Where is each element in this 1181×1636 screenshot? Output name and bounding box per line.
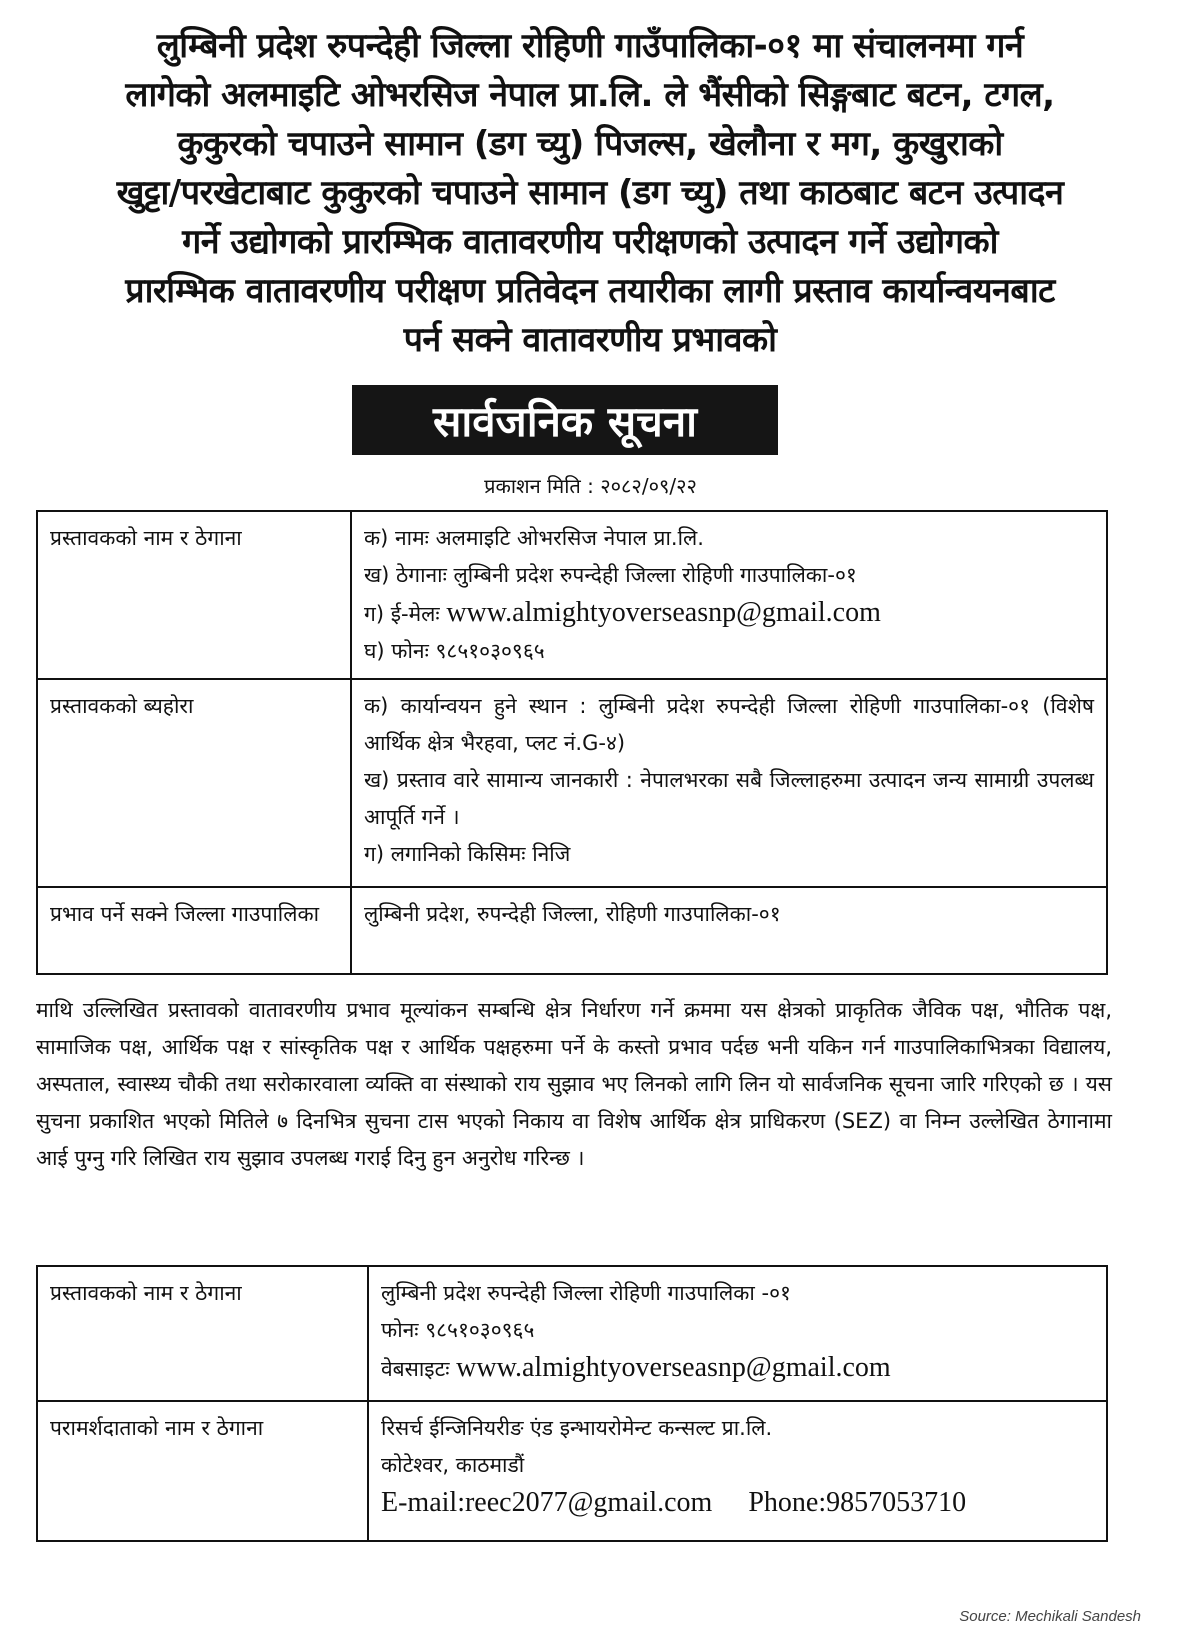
heading-line: प्रारम्भिक वातावरणीय परीक्षण प्रतिवेदन तयारीका लागी प्रस्ताव कार्यान्वयनबाट <box>125 271 1055 311</box>
proponent-website: www.almightyoverseasnp@gmail.com <box>456 1352 891 1383</box>
row-label: प्रस्तावकको ब्यहोरा <box>37 679 351 887</box>
proponent-email: www.almightyoverseasnp@gmail.com <box>446 597 881 628</box>
row-value <box>368 1266 1107 1401</box>
investment-type: ग) लगानिको किसिमः निजि <box>364 842 571 866</box>
consultant-address: कोटेश्वर, काठमाडौं <box>381 1453 525 1477</box>
email-label: ग) ई-मेलः <box>364 602 440 626</box>
table-row <box>37 1266 1107 1401</box>
row-label: प्रभाव पर्ने सक्ने जिल्ला गाउपालिका <box>37 887 351 974</box>
heading-line: गर्ने उद्योगको प्रारम्भिक वातावरणीय परीक्षणको उत्पादन गर्ने उद्योगको <box>182 222 998 262</box>
heading-line: लागेको अलमाइटि ओभरसिज नेपाल प्रा.लि. ले भैंसीको सिङ्गबाट बटन, टगल, <box>125 75 1055 115</box>
heading-line: कुकुरको चपाउने सामान (डग च्यु) पिजल्स, खेलौना र मग, कुखुराको <box>177 124 1003 164</box>
heading-line: खुट्टा/परखेटाबाट कुकुरको चपाउने सामान (डग च्यु) तथा काठबाट बटन उत्पादन <box>116 173 1064 213</box>
source-credit: Source: Mechikali Sandesh <box>959 1608 1141 1625</box>
table-row <box>37 511 1107 679</box>
heading-line: पर्न सक्ने वातावरणीय प्रभावको <box>403 320 777 360</box>
table-row <box>37 679 1107 887</box>
consultant-name: रिसर्च ईन्जिनियरीङ एंड इन्भायरोमेन्ट कन्सल्ट प्रा.लि. <box>381 1416 773 1440</box>
table-row <box>37 887 1107 974</box>
heading-line: लुम्बिनी प्रदेश रुपन्देही जिल्ला रोहिणी गाउँपालिका-०१ मा संचालनमा गर्न <box>156 26 1024 66</box>
proponent-name: क) नामः अलमाइटि ओभरसिज नेपाल प्रा.लि. <box>364 526 704 550</box>
row-label: प्रस्तावकको नाम र ठेगाना <box>37 1266 368 1401</box>
row-label: परामर्शदाताको नाम र ठेगाना <box>37 1401 368 1541</box>
website-label: वेबसाइटः <box>381 1357 450 1381</box>
implementation-site: क) कार्यान्वयन हुने स्थान : लुम्बिनी प्रदेश रुपन्देही जिल्ला रोहिणी गाउपालिका-०१ (विशेष आर्थिक क्षेत्र भैरहवा, प्लट नं.G-४) <box>364 694 1094 755</box>
proponent-address: ख) ठेगानाः लुम्बिनी प्रदेश रुपन्देही जिल्ला रोहिणी गाउपालिका-०१ <box>364 563 857 587</box>
publish-date: प्रकाशन मिति : २०८२/०९/२२ <box>484 474 697 498</box>
proponent-address: लुम्बिनी प्रदेश रुपन्देही जिल्ला रोहिणी गाउपालिका -०१ <box>381 1281 791 1305</box>
row-value <box>351 511 1107 679</box>
consultant-phone: Phone:9857053710 <box>748 1487 967 1518</box>
proponent-phone: घ) फोनः ९८५१०३०९६५ <box>364 639 545 663</box>
proponent-phone: फोनः ९८५१०३०९६५ <box>381 1318 535 1342</box>
notice-heading <box>30 22 1150 365</box>
consultant-email: E-mail:reec2077@gmail.com <box>381 1487 713 1518</box>
row-value <box>368 1401 1107 1541</box>
proponent-email-line <box>364 594 1094 633</box>
contact-table <box>36 1265 1108 1542</box>
notice-body: माथि उल्लिखित प्रस्तावको वातावरणीय प्रभाव मूल्यांकन सम्बन्धि क्षेत्र निर्धारण गर्ने क्रममा यस क्षेत्रको प्राकृतिक जैविक पक्ष, भौतिक पक्ष, सामाजिक पक्ष, आर्थिक पक्ष र सांस्कृतिक पक्ष र आर्थिक पक्षहरुमा पर्ने के कस्तो प्रभाव पर्दछ भनी यकिन गर्न गाउपालिकाभित्रका विद्यालय, अस्पताल, स्वास्थ्य चौकी तथा सरोकारवाला व्यक्ति वा संस्थाको राय सुझाव भए लिनको लागि लिन यो सार्वजनिक सूचना जारि गरिएको छ । यस सुचना प्रकाशित भएको मितिले ७ दिनभित्र सुचना टास भएको निकाय वा विशेष आर्थिक क्षेत्र प्राधिकरण (SEZ) वा निम्न उल्लेखित ठेगानामा आई पुग्नु गरि लिखित राय सुझाव उपलब्ध गराई दिनु हुन अनुरोध गरिन्छ । <box>36 998 1112 1170</box>
row-label: प्रस्तावकको नाम र ठेगाना <box>37 511 351 679</box>
consultant-contact <box>381 1484 1094 1523</box>
row-value <box>351 679 1107 887</box>
proponent-details-table <box>36 510 1108 975</box>
website-line <box>381 1349 1094 1388</box>
proposal-info: ख) प्रस्ताव वारे सामान्य जानकारी : नेपालभरका सबै जिल्लाहरुमा उत्पादन जन्य सामाग्री उपलब्ध आपूर्ति गर्ने । <box>364 768 1094 829</box>
notice-title-banner: सार्वजनिक सूचना <box>352 385 778 455</box>
table-row <box>37 1401 1107 1541</box>
row-value: लुम्बिनी प्रदेश, रुपन्देही जिल्ला, रोहिणी गाउपालिका-०१ <box>351 887 1107 974</box>
